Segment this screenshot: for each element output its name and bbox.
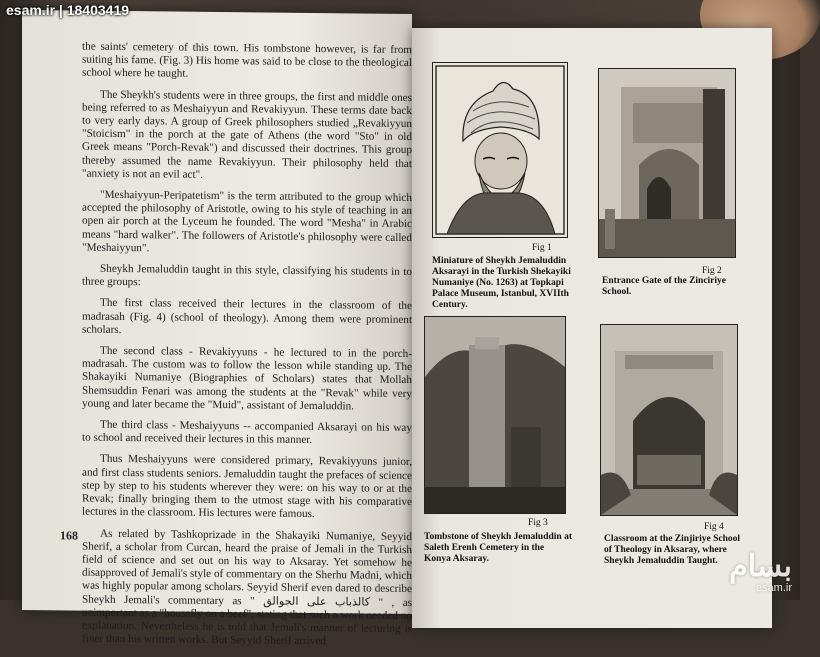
figure-2-number: Fig 2: [702, 266, 722, 276]
figure-4-number: Fig 4: [704, 522, 724, 532]
paragraph: Sheykh Jemaluddin taught in this style, classifying his students in to three groups:: [82, 262, 412, 289]
watermark-top: esam.ir | 18403419: [6, 2, 130, 18]
entrance-gate-photo: [599, 69, 735, 257]
paragraph: The Sheykh's students were in three groups, the first and middle ones being referred to as Meshaiyyun and Revakiyyun. These terms date back to very early days. A group of Greek philosophers studied „Revakiyyun "Stoicism" in the porch at the gate of Athens (the word "Sto" in old Greek means "Porch-Revak") and discussed their doctrines. This group thereby assumed the name Revakiyyun. Their philosophy held that "anxiety is not an evil act".: [82, 88, 412, 181]
paragraph: the saints' cemetery of this town. His tombstone however, is far from suiting his fame. (Fig. 3) His home was said to be close to the theological school where he taught.: [82, 40, 412, 81]
figure-1-image: [432, 62, 568, 238]
left-page-text: [82, 41, 412, 657]
paragraph: The first class received their lectures in the classroom of the madrasah (Fig. 4) (school of theology). Among them were prominent scholars.: [82, 297, 412, 336]
watermark-logo: [729, 552, 792, 594]
paragraph: The third class - Meshaiyyuns -- accompanied Aksarayi on his way to school and received their lectures in this manner.: [82, 418, 412, 447]
paragraph: The second class - Revakiyyuns - he lectured to in the porch-madrasah. The custom was to follow the lesson while standing up. The Shakayiki Numaniye (Biographies of Scholars) states that Mollah Shemsuddin Fenari was among the students at the "Revak" while very young and later became the "Muid", assistant of Jemaluddin.: [82, 344, 412, 413]
figure-3-image: [424, 316, 566, 514]
figure-3-caption: Tombstone of Sheykh Jemaluddin at Saleth Erenh Cemetery in the Konya Aksaray.: [424, 532, 572, 564]
watermark-brand: بسام: [729, 550, 792, 583]
classroom-arch-photo: [601, 325, 737, 515]
sheykh-portrait-drawing: [433, 63, 567, 237]
figure-1-caption: Miniature of Sheykh Jemaluddin Aksarayi in the Turkish Shekayiki Numaniye (No. 1263) at Topkapi Palace Museum, Istanbul, XVIIth Century.: [432, 256, 571, 310]
paragraph: "Meshaiyyun-Peripatetism" is the term attributed to the group which accepted the philosophy of Aristotle, owing to his style of teaching in an open air porch at the Lyceum he founded. The word "Mesha" in Arabic means "hard walker". The followers of Aristotle's philosophy were called "Meshaiyyun".: [82, 188, 412, 255]
figure-2-caption: Entrance Gate of the Zinciriye School.: [602, 276, 727, 297]
left-page: [22, 10, 413, 648]
figure-3-number: Fig 3: [528, 518, 548, 528]
right-page: [412, 28, 772, 628]
paragraph: Thus Meshaiyyuns were considered primary, Revakiyyuns junior, and first class students seniors. Jemaluddin taught the prefaces of science step by step to his students wherever they were: on his way to or at the Revak; finally bringing them to the utmost stage with his comparative lectures in the classroom. His lectures were famous.: [82, 453, 412, 521]
paragraph: As related by Tashkoprizade in the Shakayiki Numaniye, Seyyid Sherif, a scholar from Curcan, heard the praise of Jemali in the Turkish field of science and set out on his way to Aksaray. Yet somehow he disapproved of Jemali's style of commentary on the Sherhu Madni, which was highly popular among scholars. Seyyid Sherif even dared to describe Sheykh Jemali's commentary as " كالذباب على الجوالق " , as unimportant as a "housefly on a beef", stating that such a work needed no explanation. Nevertheless he is told that Jemali's manner of lecturing is finer than his written works. But Seyyid Sherif arrived: [82, 527, 413, 648]
figure-4-caption: Classroom at the Zinjiriye School of Theology in Aksaray, where Sheykh Jemaluddin Taught.: [604, 534, 740, 566]
watermark-site: esam.ir: [755, 582, 792, 594]
figure-1-number: Fig 1: [532, 243, 552, 253]
figure-4-image: [600, 324, 738, 516]
tombstone-photo: [425, 317, 565, 513]
figure-2-image: [598, 68, 736, 258]
page-number: 168: [60, 528, 78, 543]
